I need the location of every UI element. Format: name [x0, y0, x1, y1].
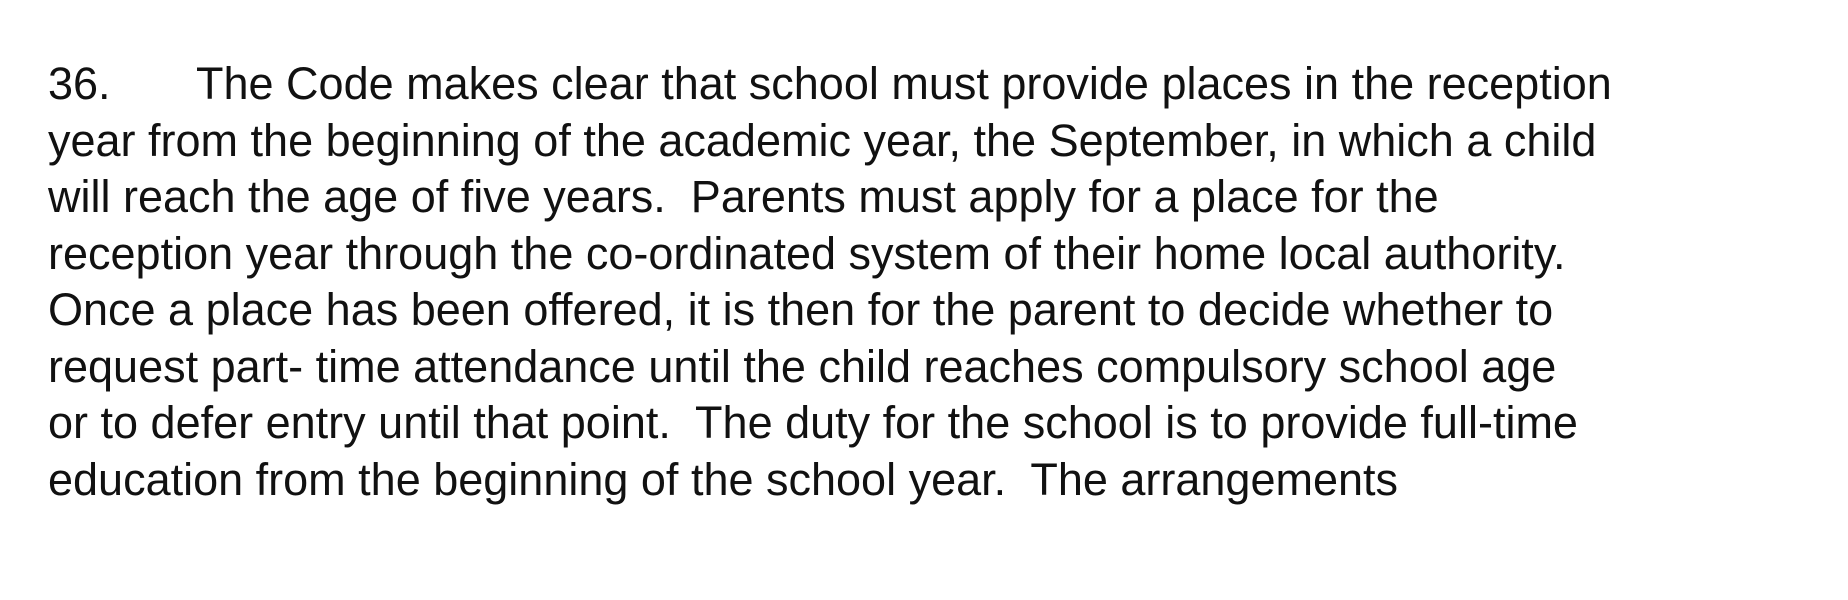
- paragraph-text-line: request part- time attendance until the child reaches compulsory school age: [48, 340, 1557, 392]
- paragraph-text-line: Once a place has been offered, it is then for the parent to decide whether to: [48, 284, 1554, 335]
- paragraph-text-line: will reach the age of five years. Parents must apply for a place for the: [48, 171, 1439, 222]
- paragraph-text-line: reception year through the co-ordinated system of their home local authority.: [48, 227, 1566, 279]
- paragraph-text-line: year from the beginning of the academic year, the September, in which a child: [48, 114, 1597, 166]
- paragraph-number: 36.: [48, 58, 111, 109]
- paragraph-line-1: [48, 56, 1808, 113]
- paragraph-text-line: or to defer entry until that point. The duty for the school is to provide full-time: [48, 397, 1578, 448]
- paragraph-36: [48, 56, 1808, 508]
- paragraph-text-line: education from the beginning of the school year. The arrangements: [48, 453, 1399, 505]
- paragraph-text-line: The Code makes clear that school must provide places in the reception: [196, 58, 1612, 109]
